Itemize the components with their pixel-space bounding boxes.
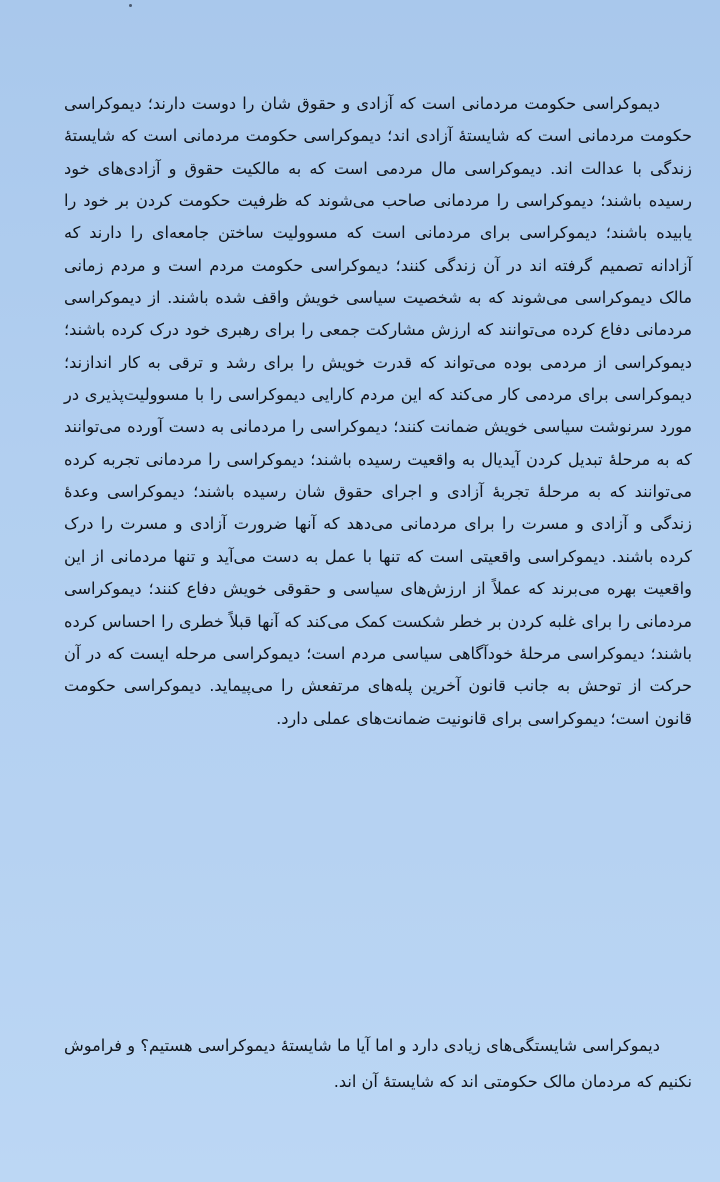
closing-paragraph: دیموکراسی شایستگی‌های زیادی دارد و اما آیا ما شایستهٔ دیموکراسی هستیم؟ و فراموش نکنیم که مردمان مالک حکومتی اند که شایستهٔ آن اند. xyxy=(64,1036,692,1091)
body-paragraph: دیموکراسی حکومت مردمانی است که آزادی و حقوق شان را دوست دارند؛ دیموکراسی حکومت مردمانی است که شایستهٔ آزادی اند؛ دیموکراسی حکومت مردمانی است که شایستهٔ زندگی با عدالت اند. دیموکراسی مال مردمی است که به مالکیت حقوق و آزادی‌های خود رسیده باشند؛ دیموکراسی را مردمانی صاحب می‌شوند که ظرفیت حکومت کردن بر خود را یابیده باشند؛ دیموکراسی برای مردمانی است که مسوولیت ساختن جامعه‌ای را دارند که آزادانه تصمیم گرفته اند در آن زندگی کنند؛ دیموکراسی حکومت مردم است و مردم زمانی مالک دیموکراسی می‌شوند که به شخصیت سیاسی خویش واقف شده باشند. از دیموکراسی مردمانی دفاع کرده می‌توانند که ارزش مشارکت جمعی را برای رهبری خود درک کرده باشند؛ دیموکراسی از مردمی بوده می‌تواند که قدرت خویش را برای رشد و ترقی به کار اندازند؛ دیموکراسی برای مردمی کار می‌کند که این مردم کارایی دیموکراسی را با مسوولیت‌پذیری در مورد سرنوشت سیاسی خویش ضمانت کنند؛ دیموکراسی را مردمانی به دست آورده می‌توانند که به مرحلهٔ تبدیل کردن آیدیال به واقعیت رسیده باشند؛ دیموکراسی را مردمانی تجربه کرده می‌توانند که به مرحلهٔ تجربهٔ آزادی و اجرای حقوق شان رسیده باشند؛ دیموکراسی وعدهٔ زندگی و آزادی و مسرت را برای مردمانی می‌دهد که آنها ضرورت آزادی و مسرت را درک کرده باشند. دیموکراسی واقعیتی است که تنها با عمل به دست می‌آید و تنها مردمانی از این واقعیت بهره می‌برند که عملاً از ارزش‌های سیاسی و حقوقی خویش دفاع کنند؛ دیموکراسی مردمانی را برای غلبه کردن بر خطر شکست کمک می‌کند که آنها قبلاً خطری را احساس کرده باشند؛ دیموکراسی مرحلهٔ خودآگاهی سیاسی مردم است؛ دیموکراسی مرحله ایست که در آن حرکت از توحش به جانب قانون آخرین پله‌های مرتفعش را می‌پیماید. دیموکراسی حکومت قانون است؛ دیموکراسی برای قانونیت ضمانت‌های عملی دارد. xyxy=(64,94,692,728)
main-text-block xyxy=(64,88,692,735)
print-speck xyxy=(129,4,132,7)
closing-text-block xyxy=(64,1028,692,1100)
